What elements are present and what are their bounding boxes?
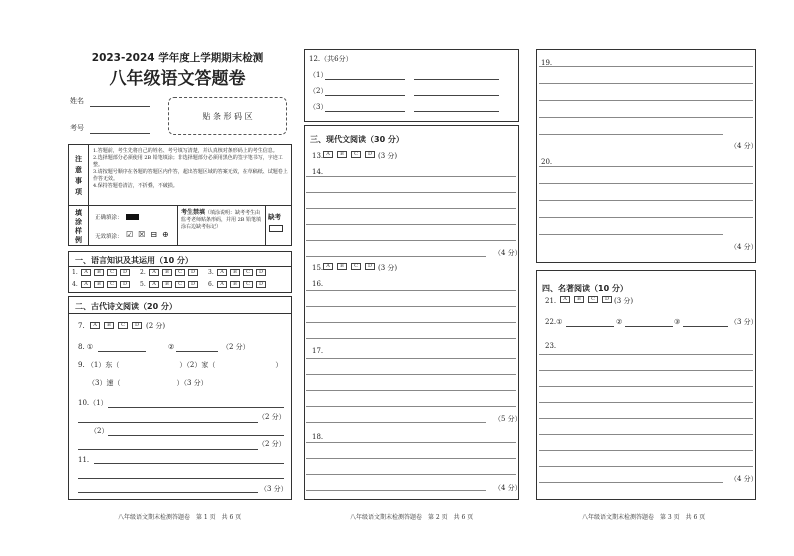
- q19-answer-line-2[interactable]: [539, 83, 753, 84]
- exam-title: 2023-2024 学年度上学期期末检测: [91, 52, 264, 64]
- s1-q2-option-c[interactable]: C: [175, 269, 185, 276]
- q21-option-d[interactable]: D: [602, 296, 612, 303]
- q7-options[interactable]: [90, 322, 142, 329]
- q15-option-a[interactable]: A: [323, 263, 333, 270]
- q7-label: 7.: [78, 322, 85, 330]
- s1-q2-option-a[interactable]: A: [149, 269, 159, 276]
- q8-label: 8. ①: [78, 343, 94, 351]
- wrong-fill-label: 无效填涂：: [95, 234, 123, 240]
- q21-option-b[interactable]: B: [574, 296, 584, 303]
- q9-line-1: 9. （1）东（ ）（2）家（ ）: [78, 361, 283, 369]
- barcode-area: [168, 97, 287, 135]
- s1-q3-option-a[interactable]: A: [217, 269, 227, 276]
- q15-options[interactable]: [323, 263, 375, 270]
- correct-fill-label: 正确填涂：: [95, 215, 123, 221]
- q23-answer-line-2[interactable]: [539, 370, 753, 371]
- s1-q1-option-d[interactable]: D: [120, 269, 130, 276]
- q13-option-c[interactable]: C: [351, 151, 361, 158]
- section4-title: 四、名著阅读（10 分）: [542, 284, 628, 293]
- q15-label: 15.: [312, 264, 324, 272]
- q10-answer-1b[interactable]: [78, 422, 258, 423]
- exam-subtitle: 八年级语文答题卷: [109, 69, 246, 89]
- q20-answer-line-4[interactable]: [539, 217, 753, 218]
- q21-label: 21.: [545, 297, 557, 305]
- q12-item-3-answer-a[interactable]: [325, 111, 405, 112]
- q15-option-d[interactable]: D: [365, 263, 375, 270]
- q16-answer-line-4[interactable]: [306, 338, 516, 339]
- name-label: 姓名: [70, 97, 84, 105]
- q7-option-b[interactable]: B: [104, 322, 114, 329]
- s1-q2-option-b[interactable]: B: [162, 269, 172, 276]
- footer-page-1: 八年级语文期末检测答题卷 第 1 页 共 6 页: [118, 514, 242, 521]
- notice-label: 注 意 事 项: [69, 145, 89, 205]
- q12-item-3-answer-b[interactable]: [414, 111, 499, 112]
- s1-q1-option-c[interactable]: C: [107, 269, 117, 276]
- q11-score: （3 分）: [260, 485, 288, 493]
- q19-answer-line-3[interactable]: [539, 100, 753, 101]
- s1-q5-option-d[interactable]: D: [188, 281, 198, 288]
- q13-options[interactable]: [323, 151, 375, 158]
- s1-q6-option-b[interactable]: B: [230, 281, 240, 288]
- q17-answer-line-2[interactable]: [306, 374, 516, 375]
- q23-label: 23.: [545, 342, 557, 350]
- q21-option-a[interactable]: A: [560, 296, 570, 303]
- q14-label: 14.: [312, 168, 324, 176]
- s1-q3-options[interactable]: [217, 269, 266, 276]
- q11-answer-1[interactable]: [94, 463, 284, 464]
- q12-item-2-label: （2）: [309, 87, 328, 95]
- s1-q6-option-d[interactable]: D: [256, 281, 266, 288]
- s1-q4-option-a[interactable]: A: [81, 281, 91, 288]
- q14-answer-line-4[interactable]: [306, 224, 516, 225]
- correct-fill-sample: [126, 214, 139, 220]
- s1-q2-label: 2.: [140, 269, 146, 276]
- q18-score: （4 分）: [494, 484, 522, 492]
- section1-title: 一、语言知识及其运用（10 分）: [75, 256, 193, 265]
- s1-q3-option-d[interactable]: D: [256, 269, 266, 276]
- s1-q1-option-b[interactable]: B: [94, 269, 104, 276]
- q23-answer-line-3[interactable]: [539, 386, 753, 387]
- q16-answer-line-1[interactable]: [306, 290, 516, 291]
- q23-answer-line-5[interactable]: [539, 418, 753, 419]
- q8-answer-2[interactable]: [176, 351, 218, 352]
- s1-q6-options[interactable]: [217, 281, 266, 288]
- q10-answer-2a[interactable]: [108, 435, 284, 436]
- s1-q6-label: 6.: [208, 281, 214, 288]
- q22-label: 22.①: [545, 318, 563, 326]
- section3-title: 三、现代文阅读（30 分）: [310, 135, 404, 144]
- q21-score: (3 分): [614, 297, 634, 305]
- q14-answer-line-1[interactable]: [306, 176, 516, 177]
- q18-answer-line-1[interactable]: [306, 442, 516, 443]
- q13-label: 13.: [312, 152, 324, 160]
- q22-answer-2[interactable]: [625, 326, 673, 327]
- fill-label: 填 涂 样 例: [69, 206, 89, 245]
- s1-q5-option-b[interactable]: B: [162, 281, 172, 288]
- barcode-label: 贴 条 形 码 区: [202, 111, 253, 121]
- footer-page-2: 八年级语文期末检测答题卷 第 2 页 共 6 页: [350, 514, 474, 521]
- wrong-fill-samples: ☑ ☒ ⊟ ⊕: [126, 230, 169, 239]
- q17-score: （5 分）: [494, 415, 522, 423]
- q12-item-1-answer-a[interactable]: [325, 79, 405, 80]
- name-field[interactable]: [90, 106, 150, 107]
- q12-item-2-answer-b[interactable]: [414, 95, 499, 96]
- q14-score: （4 分）: [494, 249, 522, 257]
- q16-label: 16.: [312, 280, 324, 288]
- s1-q4-option-c[interactable]: C: [107, 281, 117, 288]
- q9-line-2: （3）速（ ）（3 分）: [88, 379, 208, 387]
- q14-answer-line-3[interactable]: [306, 208, 516, 209]
- q22-label-3: ③: [674, 318, 681, 326]
- q19-answer-line-4[interactable]: [539, 117, 753, 118]
- q8-answer-1[interactable]: [98, 351, 146, 352]
- q20-answer-line-2[interactable]: [539, 183, 753, 184]
- q19-score: （4 分）: [730, 142, 758, 150]
- q14-answer-line-2[interactable]: [306, 192, 516, 193]
- q13-option-d[interactable]: D: [365, 151, 375, 158]
- banned-area: 考生禁填（填涂说明：缺考考生由监考老师贴条形码，并用 2B 铅笔填涂右边缺考标记）: [181, 209, 262, 230]
- absent-mark[interactable]: [269, 225, 283, 232]
- s1-q2-options[interactable]: [149, 269, 198, 276]
- section2-title: 二、古代诗文阅读（20 分）: [75, 302, 177, 311]
- s1-q3-option-c[interactable]: C: [243, 269, 253, 276]
- q19-answer-line-5[interactable]: [539, 134, 723, 135]
- q18-answer-line-4[interactable]: [306, 490, 486, 491]
- q10-answer-2b[interactable]: [78, 449, 258, 450]
- q7-option-a[interactable]: A: [90, 322, 100, 329]
- q14-answer-line-6[interactable]: [306, 256, 486, 257]
- s1-q5-option-a[interactable]: A: [149, 281, 159, 288]
- q19-label: 19.: [541, 59, 553, 67]
- s1-q1-options[interactable]: [81, 269, 130, 276]
- q20-score: （4 分）: [730, 243, 758, 251]
- q23-answer-line-1[interactable]: [539, 354, 753, 355]
- q18-answer-line-2[interactable]: [306, 458, 516, 459]
- q17-answer-line-4[interactable]: [306, 406, 516, 407]
- q15-option-b[interactable]: B: [337, 263, 347, 270]
- s1-q4-option-d[interactable]: D: [120, 281, 130, 288]
- q8-label-2: ②: [168, 343, 175, 351]
- q7-option-c[interactable]: C: [118, 322, 128, 329]
- q18-answer-line-3[interactable]: [306, 474, 516, 475]
- s1-q1-option-a[interactable]: A: [81, 269, 91, 276]
- q23-answer-line-9[interactable]: [539, 482, 723, 483]
- s1-q3-option-b[interactable]: B: [230, 269, 240, 276]
- notice-text: 1.答题前，考生先将自己的姓名、考号填写清楚，并认真核对条形码上的考生信息。 2.选择题部分必须使用 2B 铅笔填涂；非选择题部分必须用黑色的签字笔书写，字迹工整。 3.请按题号顺序在各题的答题区内作答，超出答题区域的答案无效，在草稿纸、试题卷上作答无效。 4.保持答题卷清洁，不折叠，不破损。: [93, 148, 288, 189]
- q21-option-c[interactable]: C: [588, 296, 598, 303]
- fill-example-box: [68, 206, 292, 246]
- s1-q5-option-c[interactable]: C: [175, 281, 185, 288]
- q11-label: 11.: [78, 456, 90, 464]
- q10-label: 10.（1）: [78, 399, 108, 407]
- q20-answer-line-3[interactable]: [539, 200, 753, 201]
- q22-label-2: ②: [616, 318, 623, 326]
- q10-label-2: （2）: [90, 427, 109, 435]
- q7-score: (2 分): [146, 322, 166, 330]
- q23-answer-line-4[interactable]: [539, 402, 753, 403]
- q16-answer-line-2[interactable]: [306, 306, 516, 307]
- q13-option-a[interactable]: A: [323, 151, 333, 158]
- q20-answer-line-5[interactable]: [539, 234, 723, 235]
- q17-label: 17.: [312, 347, 324, 355]
- q22-answer-1[interactable]: [566, 326, 614, 327]
- s1-q4-label: 4.: [72, 281, 78, 288]
- q20-label: 20.: [541, 158, 553, 166]
- q23-score: （4 分）: [730, 475, 758, 483]
- q17-answer-line-1[interactable]: [306, 358, 516, 359]
- q21-options[interactable]: [560, 296, 612, 303]
- s1-q3-label: 3.: [208, 269, 214, 276]
- q23-answer-line-6[interactable]: [539, 434, 753, 435]
- q22-answer-3[interactable]: [683, 326, 728, 327]
- q11-answer-2[interactable]: [78, 478, 284, 479]
- number-field[interactable]: [90, 133, 150, 134]
- q7-option-d[interactable]: D: [132, 322, 142, 329]
- q14-answer-line-5[interactable]: [306, 240, 516, 241]
- q12-item-2-answer-a[interactable]: [325, 95, 405, 96]
- s1-q6-option-a[interactable]: A: [217, 281, 227, 288]
- q10-answer-1a[interactable]: [108, 407, 284, 408]
- q11-answer-3[interactable]: [78, 492, 258, 493]
- q16-answer-line-3[interactable]: [306, 322, 516, 323]
- s1-q2-option-d[interactable]: D: [188, 269, 198, 276]
- s1-q5-label: 5.: [140, 281, 146, 288]
- s1-q5-options[interactable]: [149, 281, 198, 288]
- s1-q6-option-c[interactable]: C: [243, 281, 253, 288]
- q22-score: （3 分）: [730, 318, 758, 326]
- notice-box: [68, 144, 292, 206]
- q10-score-2: （2 分）: [258, 440, 286, 448]
- q12-item-1-label: （1）: [309, 71, 328, 79]
- number-label: 考号: [70, 124, 84, 132]
- q12-item-3-label: （3）: [309, 103, 328, 111]
- q13-option-b[interactable]: B: [337, 151, 347, 158]
- q17-answer-line-5[interactable]: [306, 422, 486, 423]
- q20-answer-line-1[interactable]: [539, 166, 753, 167]
- s1-q4-options[interactable]: [81, 281, 130, 288]
- q13-score: (3 分): [378, 152, 398, 160]
- q23-answer-line-8[interactable]: [539, 466, 753, 467]
- q17-answer-line-3[interactable]: [306, 390, 516, 391]
- q19-q20-box: [536, 49, 756, 263]
- absent-label: 缺考: [268, 213, 281, 221]
- q18-label: 18.: [312, 433, 324, 441]
- section3-box: [304, 125, 519, 500]
- q8-score: （2 分）: [222, 343, 250, 351]
- footer-page-3: 八年级语文期末检测答题卷 第 3 页 共 6 页: [582, 514, 706, 521]
- s1-q1-label: 1.: [72, 269, 78, 276]
- q12-label: 12.（共6分）: [309, 55, 353, 63]
- q23-answer-line-7[interactable]: [539, 450, 753, 451]
- q10-score-1: （2 分）: [258, 413, 286, 421]
- q15-option-c[interactable]: C: [351, 263, 361, 270]
- q12-item-1-answer-b[interactable]: [414, 79, 499, 80]
- s1-q4-option-b[interactable]: B: [94, 281, 104, 288]
- q15-score: (3 分): [378, 264, 398, 272]
- q19-answer-line-1[interactable]: [539, 66, 753, 67]
